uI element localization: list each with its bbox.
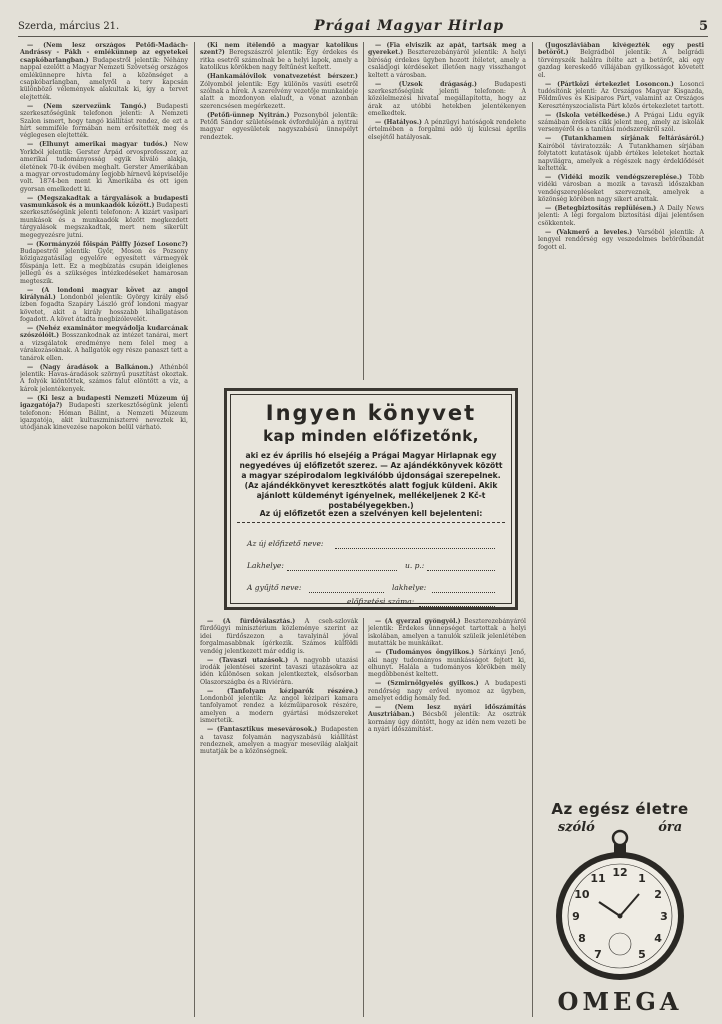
article-heading: — (Nagy áradások a Balkánon.) [27, 363, 160, 371]
name-line [335, 548, 495, 549]
collector-residence-line [432, 592, 495, 593]
column-3-lower [368, 618, 526, 1017]
article-text: Kairóból táviratozzák: A Tutankhamen sírjában folytatott kutatások újabb értékes leleteket hoztak napvilágra, amelyek a régészek nagy érdeklődését keltették. [538, 142, 704, 172]
article-paragraph [20, 325, 188, 362]
article-heading: — (Iskola vetélkedése.) [545, 111, 635, 119]
subscription-advertisement [224, 388, 518, 610]
article-heading: — (Uzsok drágaság.) [375, 80, 495, 88]
omega-watch-advertisement [535, 800, 705, 1015]
page-number: 5 [698, 18, 708, 34]
coupon-heading: Az új előfizetőt ezen a szelvényen kell bejelenteni: [259, 509, 483, 518]
article-text: A Daily News jelenti: A légi forgalom biztosítási díjai jelentősen csökkentek. [538, 205, 704, 227]
article-paragraph [368, 649, 526, 679]
column-3 [368, 42, 526, 380]
article-heading: (Jugoszláviában kivégezték egy pesti betörőt.) [538, 42, 704, 57]
ad-headline: Ingyen könyvet [265, 401, 477, 425]
column-2-lower [200, 618, 358, 1017]
article-text: Bécsből jelentik: Az osztrák kormány úgy döntött, hogy az idén nem vezeti be a nyári időszámítást. [368, 711, 526, 734]
article-paragraph [538, 174, 704, 204]
pocket-watch-illustration [535, 826, 705, 986]
article-text: Zólyomból jelentik: Egy különös vasúti esetről szólnak a hírek. A szerelvény vezetője munkaideje alatt a mozdonyon elaludt, a vonat azonban szerencsésen megérkezett. [200, 80, 358, 110]
column-divider [532, 42, 533, 1017]
article-text: Beszterezebányáról jelentik: A helyi bíróság érdekes ügyben hozott ítéletet, amely a családjogi kérdéseket illetően nagy visszhangot keltett a városban. [368, 49, 526, 79]
post-office-line [427, 570, 495, 571]
article-text: Budapestről jelentik: Néhány nappal ezelőtt a Magyar Nemzeti Szövetség országos emlékünnepre hívta fel a közönséget a csapkóbarlangban, amelyről a terv kapcsán különböző vélemények alakultak ki, így a tervet elejtették. [20, 56, 188, 101]
article-paragraph [538, 42, 704, 79]
watch-numeral: 8 [578, 932, 586, 945]
article-heading: — (Tutankhamen sírjának feltárásáról.) [545, 135, 704, 143]
article-text: Beregszászról jelentik: Egy érdekes és ritka esetről számolnak be a helyi lapok, amely a katolikus körökben nagy feltűnést keltett. [200, 49, 358, 72]
omega-slogan-2: szóló óra [557, 820, 683, 835]
article-text: A nagyobb utazási irodák jelentései szerint tavaszi utazásokra az idén különösen sokan jelentkeztek, elsősorban Olaszországba és a Riviérára. [200, 656, 358, 686]
article-paragraph [200, 726, 358, 756]
article-heading: — (Tavaszi utazások.) [207, 656, 294, 664]
article-text: Londonból jelentik: Az angol kézipari kamara tanfolyamot rendez a kézműiparosok részére, amelyen a modern gyártási módszereket ismertetik. [200, 695, 358, 725]
article-paragraph [538, 112, 704, 134]
article-text: Athénból jelentik: Havas-áradások szörnyű pusztítást okoztak. A folyók kiöntöttek, számos falut elöntött a víz, a károk jelentékenyek. [20, 363, 188, 393]
omega-slogan: Az egész életre [551, 800, 689, 818]
article-text: Budapesti szerkesztőségünk jelenti telefonon: Hóman Bálint, a Nemzeti Múzeum igazgatója, akit kultuszminiszterré neveztek ki, utódjának kinevezése napokon belül várható. [20, 402, 188, 432]
column-4 [538, 42, 704, 794]
article-paragraph [368, 81, 526, 118]
issue-date: Szerda, március 21. [18, 20, 120, 32]
article-paragraph [538, 81, 704, 111]
column-2 [200, 42, 358, 380]
subscription-number-label: előfizetési száma: [347, 597, 415, 606]
article-text: Budapesti szerkesztőségünk jelenti telefonon: A kizárt vasipari munkások és a munkaadók között megkezdett tárgyalások megszakadtak, mert nem sikerült megegyezésre jutni. [20, 202, 188, 239]
column-divider [194, 42, 195, 1017]
article-heading: — (Nem lesz országos Petőfi-Madách-Andrássy - Pákh - emlékünnep az egyetekei csapkóbarlangban.) [20, 42, 188, 64]
subscription-number-line [419, 606, 495, 607]
article-paragraph [368, 119, 526, 141]
watch-numeral: 9 [572, 910, 580, 923]
article-text: Budapesti szerkesztőségünk telefonon jelenti: A Nemzeti Szalon ismert, hogy tangó kiállítást rendez, de ezt a hírt semmiféle formában nem erősítették meg és véglegesen elejtették. [20, 102, 188, 140]
article-paragraph [368, 42, 526, 79]
article-text: Londonból jelentik: György király első ízben fogadta Szapáry László gróf londoni magyar követet, akit a király hosszabb kihallgatáson fogadott. A követ átadta megbízólevelét. [20, 293, 188, 324]
article-paragraph [200, 657, 358, 687]
coupon-cut-line [237, 522, 505, 523]
article-heading: — (A gyerzal gyöngyöl.) [375, 618, 465, 625]
ad-subheadline: kap minden előfizetőnk, [263, 427, 479, 445]
article-heading: — (Nem szervezünk Tangó.) [27, 102, 157, 110]
article-heading: — (A londoni magyar követ az angol királynál.) [20, 286, 188, 301]
article-text: A pénzügyi hatóságok rendelete értelmében a forgalmi adó új kulcsai április elsejétől hatályosak. [368, 119, 526, 141]
omega-brand: OMEGA [557, 987, 683, 1016]
watch-numeral: 5 [638, 948, 646, 962]
article-paragraph [20, 103, 188, 140]
watch-numeral: 4 [654, 932, 662, 945]
article-heading: — (Vidéki mozik vendégszereplése.) [545, 173, 689, 181]
article-paragraph [200, 688, 358, 725]
page-header [18, 16, 708, 37]
article-text: Varsóból jelentik: A lengyel rendőrség egy veszedelmes betörőbandát fogott el. [538, 228, 704, 251]
article-heading: — (Fia elviszik az apát, tartsák meg a gyereket.) [368, 42, 526, 57]
collector-line [309, 592, 384, 593]
article-text: A budapesti rendőrség nagy erővel nyomoz az ügyben, amelyet eddig homály fed. [368, 680, 526, 703]
article-text: Losonci tudósítónk jelenti: Az Országos Magyar Kisgazda, Földműves és Kisiparos Párt, valamint az Országos Keresztényszocialista Párt közös értekezletet tartott. [538, 80, 704, 110]
article-heading: — (Pártközi értekezlet Losoncon.) [545, 80, 680, 88]
article-paragraph [20, 395, 188, 432]
article-heading: — (Elhunyt amerikai magyar tudós.) [27, 141, 174, 149]
new-subscriber-name-label: Az új előfizető neve: [247, 539, 324, 548]
article-heading: — (A fürdőválasztás.) [207, 618, 305, 625]
article-paragraph [20, 42, 188, 101]
article-text: A cseh-szlovák fürdőügyi minisztérium közleménye szerint az idei fürdőszezon a tavalyinál jóval forgalmasabbnak ígérkezik. Számos külföldi vendég jelentkezett már eddig is. [200, 618, 358, 655]
article-heading: — (Fantasztikus mesevárosok.) [207, 726, 321, 734]
article-heading: (Ki nem ítélendő a magyar katolikus szent?) [200, 42, 358, 57]
article-paragraph [20, 195, 188, 239]
masthead-title: Prágai Magyar Hirlap [314, 18, 505, 34]
watch-numeral: 3 [660, 910, 668, 923]
article-paragraph [20, 141, 188, 193]
collector-name-label: A gyűjtő neve: [247, 583, 302, 592]
article-heading: — (Ki lesz a budapesti Nemzeti Múzeum új igazgatója?) [20, 394, 188, 410]
article-heading: — (Tudományos öngyilkos.) [375, 649, 479, 657]
article-paragraph [368, 618, 526, 648]
article-paragraph [368, 704, 526, 734]
watch-numeral: 7 [594, 948, 602, 962]
ad-body: aki ez év április hó elsejéig a Prágai Magyar Hirlapnak egy negyedéves új előfizetőt szerez. — Az ajándékkönyvek között a magyar szépirodalom legkiválóbb újdonságai szerepelnek. (Az ajándékkönyvet keresztkötés alatt fogjuk küldeni. Akik ajánlott küldeményt igényelnek, mellékeljenek 2 Kč-t postabélyegekben.) [239, 451, 503, 510]
article-text: Belgrádból jelentik: A belgrádi törvényszék halálra ítélte azt a betörőt, aki egy gazdag kereskedő villájában gyilkosságot követett el. [538, 49, 704, 79]
article-text: Beszterezebányáról jelentik: Érdekes ünnepséget tartottak a helyi iskolában, amelyen a tanulók szüleik jelenlétében mutatták be munkáikat. [368, 618, 526, 648]
residence-label: Lakhelye: [247, 561, 284, 570]
column-divider [363, 618, 364, 1017]
article-heading: — (Nem lesz nyári időszámítás Ausztriában.) [368, 703, 526, 719]
article-paragraph [200, 42, 358, 72]
watch-numeral: 10 [574, 888, 590, 901]
collector-residence-label: lakhelye: [392, 583, 427, 592]
watch-numeral: 12 [612, 866, 628, 879]
article-heading: (Petőfi-ünnep Nyitrán.) [207, 111, 294, 119]
article-paragraph [20, 241, 188, 285]
article-paragraph [538, 135, 704, 172]
watch-numeral: 1 [638, 871, 646, 885]
article-heading: — (Betegbiztosítás replülésen.) [545, 205, 660, 213]
article-paragraph [200, 112, 358, 142]
column-1 [20, 42, 188, 1017]
article-paragraph [538, 229, 704, 251]
article-heading: — (Tanfolyam kéziparók részére.) [207, 687, 358, 695]
residence-line [287, 570, 397, 571]
post-office-label: u. p.: [405, 561, 425, 570]
article-heading: — (Vakmerő a leveles.) [545, 228, 638, 236]
article-text: Pozsonyból jelentik: Petőfi Sándor születésének évfordulóján a nyitrai magyar egyesületek nagyszabású ünnepélyt rendeztek. [200, 111, 358, 141]
article-paragraph [20, 364, 188, 394]
article-text: Bosszankodnak az intézet tanárai, mert a vizsgálatok eredménye nem felel meg a várakozásoknak. A hallgatók egy része panaszt tett a tanárok ellen. [20, 332, 188, 362]
article-paragraph [368, 680, 526, 702]
article-heading: (Hankamálóvilok vonatvezetést bérszer.) [207, 73, 358, 81]
article-text: New Yorkból jelentik: Gerster Árpád orvosprofesszor, az amerikai tudományosság egyik kiváló alakja, életének 70-ik évében meghalt. Gerster Amerikában a magyar orvostudomány legjobb hírnevű képviselője volt. 1874-ben ment ki Amerikába és ott igen gyorsan emelkedett ki. [20, 141, 188, 193]
column-divider [363, 42, 364, 380]
article-heading: — (Hatályos.) [375, 119, 425, 127]
watch-numeral: 2 [654, 888, 662, 901]
article-text: Sárkányi Jenő, aki nagy tudományos munkásságot fejtett ki, elhunyt. Halála a tudományos körökben mély megdöbbenést keltett. [368, 649, 526, 679]
article-paragraph [20, 287, 188, 324]
watch-numeral: 11 [590, 871, 606, 885]
article-text: Több vidéki városban a mozik a tavaszi időszakban vendégszerepléseket szerveznek, amelyek a közönség körében nagy sikert arattak. [538, 173, 704, 204]
article-text: Budapesti szerkesztőségünk jelenti telefonon: A közélelmezési hivatal megállapította, hogy az árak az utóbbi hetekben jelentékenyen emelkedtek. [368, 80, 526, 118]
article-heading: — (Nehéz examinátor megvádolja kudarcának szószólóit.) [20, 325, 188, 340]
article-heading: — (Megszakadtak a tárgyalások a budapesti vasmunkások és a munkaadók között.) [20, 194, 188, 210]
article-paragraph [538, 205, 704, 227]
article-paragraph [200, 73, 358, 110]
article-text: A Prágai Lidu egyik számában érdekes cikk jelent meg, amely az iskolák versenyéről és a tanítási módszerekről szól. [538, 111, 704, 134]
article-text: Budapesten a tavasz folyamán nagyszabású kiállítást rendeznek, amelyen a magyar mesevilág alakjait mutatják be a közönségnek. [200, 726, 358, 756]
article-heading: — (Kormányzói főispán Pálffy József Losonc?) [27, 240, 188, 248]
article-paragraph [200, 618, 358, 655]
article-heading: — (Szmirnölgyelés gyilkos.) [375, 680, 485, 688]
article-text: Budapestről jelentik: Győr, Moson és Pozsony közigazgatásilag egyelőre egyesített vármegyék főispánja lett. Ez a megbízatás csupán ideiglenes jellegű és a szükséges intézkedéseket hamarosan megteszik. [20, 247, 188, 285]
